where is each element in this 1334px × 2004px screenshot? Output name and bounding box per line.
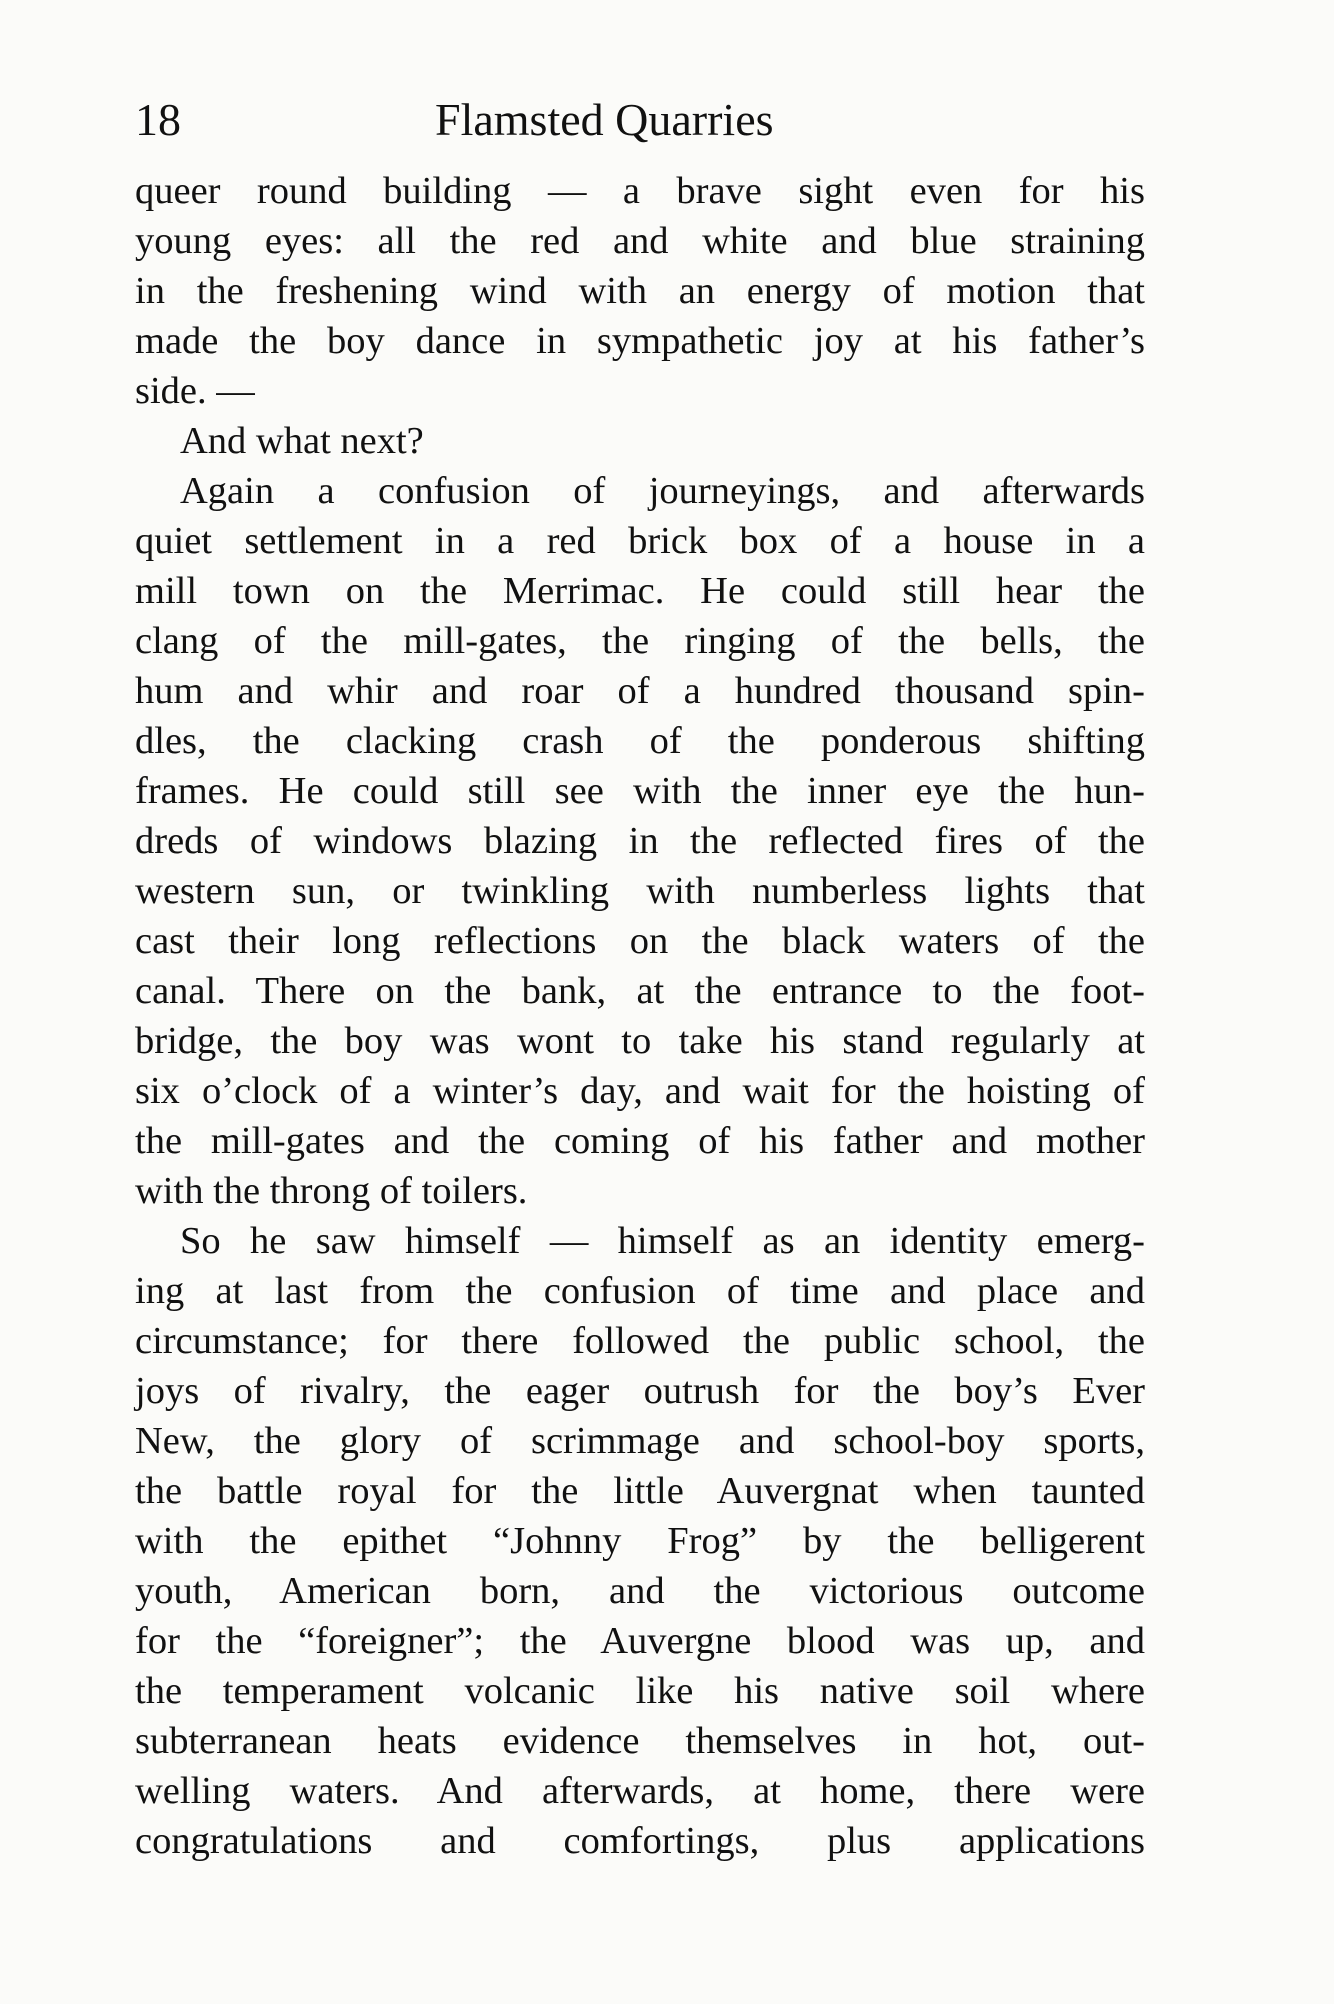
text-line: welling waters. And afterwards, at home, there were	[135, 1770, 1145, 1812]
running-title: Flamsted Quarries	[435, 94, 774, 145]
body-text	[135, 166, 1145, 1866]
page-header	[135, 90, 1145, 150]
text-line: the temperament volcanic like his native soil where	[135, 1670, 1145, 1712]
text-line: the mill-gates and the coming of his father and mother	[135, 1120, 1145, 1162]
text-line: with the epithet “Johnny Frog” by the belligerent	[135, 1520, 1145, 1562]
text-line: quiet settlement in a red brick box of a house in a	[135, 520, 1145, 562]
text-line: frames. He could still see with the inner eye the hun-	[135, 770, 1145, 812]
text-line: made the boy dance in sympathetic joy at his father’s	[135, 320, 1145, 362]
text-line: ing at last from the confusion of time and place and	[135, 1270, 1145, 1312]
text-line: mill town on the Merrimac. He could still hear the	[135, 570, 1145, 612]
text-line: cast their long reflections on the black waters of the	[135, 920, 1145, 962]
text-line: dles, the clacking crash of the ponderous shifting	[135, 720, 1145, 762]
text-line: subterranean heats evidence themselves in hot, out-	[135, 1720, 1145, 1762]
text-line: young eyes: all the red and white and blue straining	[135, 220, 1145, 262]
text-line: with the throng of toilers.	[135, 1170, 528, 1212]
text-line: So he saw himself — himself as an identity emerg-	[180, 1220, 1145, 1262]
text-line: Again a confusion of journeyings, and afterwards	[180, 470, 1145, 512]
text-line: clang of the mill-gates, the ringing of the bells, the	[135, 620, 1145, 662]
text-line: joys of rivalry, the eager outrush for the boy’s Ever	[135, 1370, 1145, 1412]
text-line: western sun, or twinkling with numberless lights that	[135, 870, 1145, 912]
text-line: circumstance; for there followed the public school, the	[135, 1320, 1145, 1362]
text-line: congratulations and comfortings, plus applications	[135, 1820, 1145, 1862]
text-line: the battle royal for the little Auvergnat when taunted	[135, 1470, 1145, 1512]
text-line: in the freshening wind with an energy of motion that	[135, 270, 1145, 312]
text-line: youth, American born, and the victorious outcome	[135, 1570, 1145, 1612]
text-line: New, the glory of scrimmage and school-boy sports,	[135, 1420, 1145, 1462]
text-line: canal. There on the bank, at the entrance to the foot-	[135, 970, 1145, 1012]
text-line: hum and whir and roar of a hundred thousand spin-	[135, 670, 1145, 712]
page-number: 18	[135, 94, 181, 145]
text-line: six o’clock of a winter’s day, and wait for the hoisting of	[135, 1070, 1145, 1112]
text-line: side. —	[135, 370, 255, 412]
text-line: for the “foreigner”; the Auvergne blood was up, and	[135, 1620, 1145, 1662]
text-line: And what next?	[180, 420, 424, 462]
text-line: dreds of windows blazing in the reflected fires of the	[135, 820, 1145, 862]
text-line: bridge, the boy was wont to take his stand regularly at	[135, 1020, 1145, 1062]
text-line: queer round building — a brave sight even for his	[135, 170, 1145, 212]
